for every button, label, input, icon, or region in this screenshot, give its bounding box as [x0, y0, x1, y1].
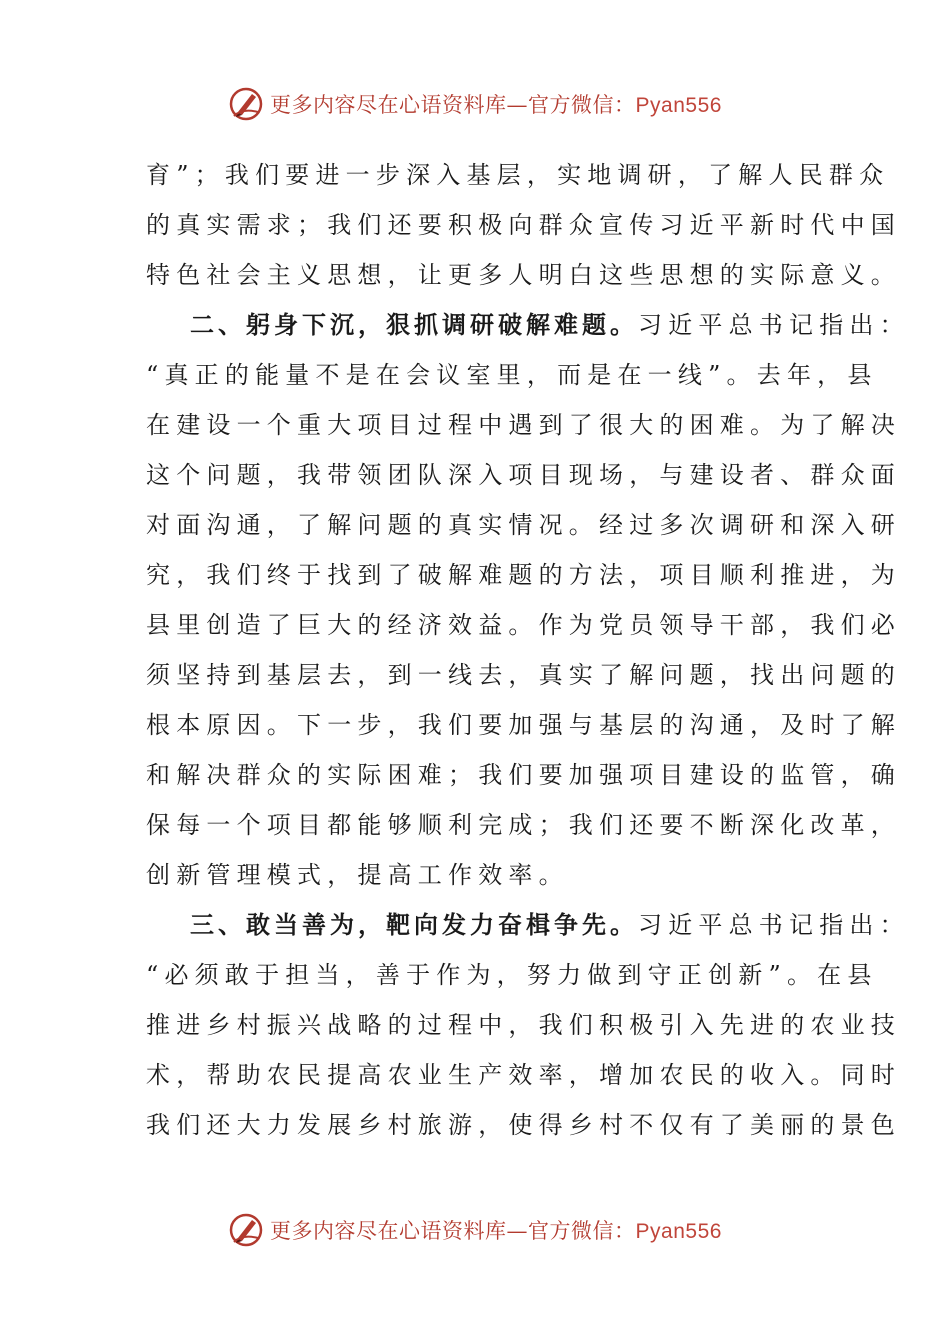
pen-logo-icon [228, 86, 264, 122]
pen-logo-icon [228, 1212, 264, 1248]
header-wechat-id: Pyan556 [635, 94, 722, 117]
text-line: “必须敢于担当，善于作为，努力做到守正创新”。在县 [146, 961, 878, 989]
header-banner [0, 84, 950, 124]
text-line: 须坚持到基层去，到一线去，真实了解问题，找出问题的 [146, 661, 901, 689]
text-line: 特色社会主义思想，让更多人明白这些思想的实际意义。 [146, 261, 901, 289]
section-two-heading: 二、躬身下沉，狠抓调研破解难题。 [190, 311, 638, 339]
footer-banner [0, 1210, 950, 1250]
text-line: 这个问题，我带领团队深入项目现场，与建设者、群众面 [146, 461, 901, 489]
text-line: 我们还大力发展乡村旅游，使得乡村不仅有了美丽的景色 [146, 1111, 901, 1139]
header-text [270, 89, 722, 119]
text-line: “真正的能量不是在会议室里，而是在一线”。去年，县 [146, 361, 878, 389]
text-line: 县里创造了巨大的经济效益。作为党员领导干部，我们必 [146, 611, 901, 639]
text-line: 推进乡村振兴战略的过程中，我们积极引入先进的农业技 [146, 1011, 901, 1039]
text-line: 究，我们终于找到了破解难题的方法，项目顺利推进，为 [146, 561, 901, 589]
text-line: 的真实需求；我们还要积极向群众宣传习近平新时代中国 [146, 211, 901, 239]
text-line: 育”；我们要进一步深入基层，实地调研，了解人民群众 [146, 161, 890, 189]
text-line: 对面沟通，了解问题的真实情况。经过多次调研和深入研 [146, 511, 901, 539]
text-line: 根本原因。下一步，我们要加强与基层的沟通，及时了解 [146, 711, 901, 739]
footer-text [270, 1215, 722, 1245]
footer-wechat-id: Pyan556 [635, 1220, 722, 1243]
text-line: 和解决群众的实际困难；我们要加强项目建设的监管，确 [146, 761, 901, 789]
section-three-first-line [146, 900, 910, 950]
text-span: 习近平总书记指出： [638, 911, 910, 939]
text-line: 保每一个项目都能够顺利完成；我们还要不断深化改革， [146, 811, 901, 839]
section-two-first-line [146, 300, 910, 350]
header-prefix: 更多内容尽在心语资料库—官方微信： [270, 93, 636, 117]
text-line: 术，帮助农民提高农业生产效率，增加农民的收入。同时 [146, 1061, 901, 1089]
text-line: 创新管理模式，提高工作效率。 [146, 861, 569, 889]
text-span: 习近平总书记指出： [638, 311, 910, 339]
footer-prefix: 更多内容尽在心语资料库—官方微信： [270, 1219, 636, 1243]
document-body [146, 150, 910, 1150]
text-line: 在建设一个重大项目过程中遇到了很大的困难。为了解决 [146, 411, 901, 439]
section-three-heading: 三、敢当善为，靶向发力奋楫争先。 [190, 911, 638, 939]
